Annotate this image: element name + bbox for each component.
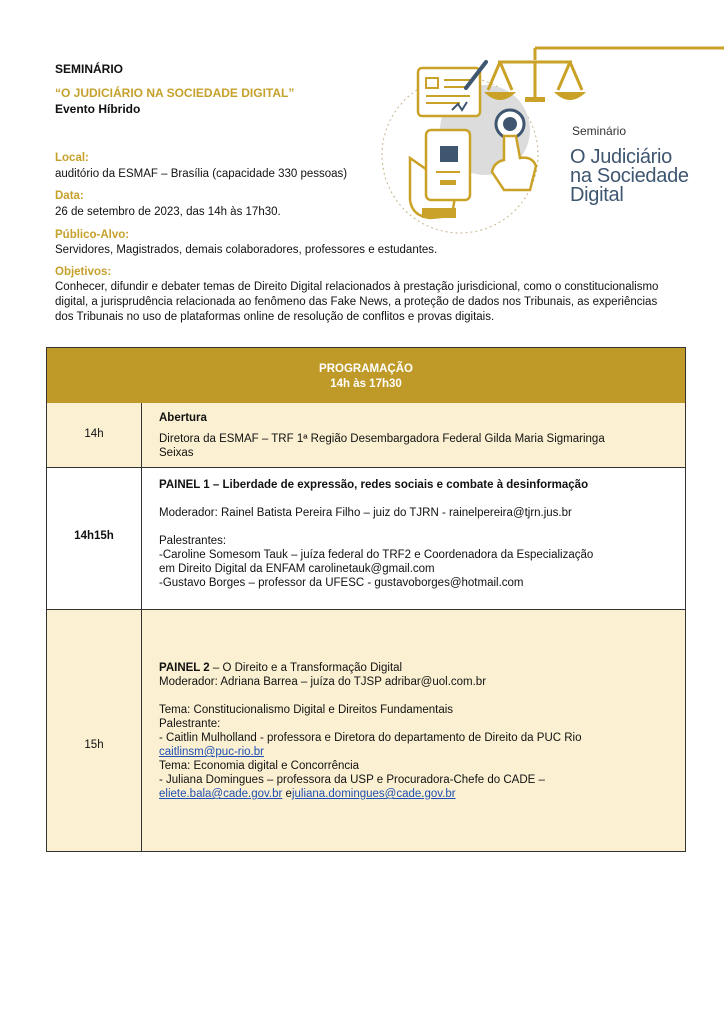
moderator: Moderador: Rainel Batista Pereira Filho – juiz do TJRN - rainelpereira@tjrn.jus.br [159,507,572,519]
email-link[interactable]: eliete.bala@cade.gov.br [159,788,283,800]
program-hours: 14h às 17h30 [330,378,402,390]
email-link[interactable]: caitlinsm@puc-rio.br [159,746,264,758]
time-cell [47,610,142,851]
table-row-panel-1 [46,468,686,610]
panel-label: PAINEL 2 [159,662,210,674]
speakers-label: Palestrantes: [159,535,227,547]
table-row-opening [46,403,686,468]
speakers-label: Palestrante: [159,718,221,730]
row-content [159,661,675,801]
audience-value: Servidores, Magistrados, demais colaboradores, professores e estudantes. [55,244,438,256]
objectives-label: Objetivos: [55,266,112,278]
event-format: Evento Híbrido [55,102,141,116]
row-heading: PAINEL 1 – Liberdade de expressão, redes sociais e combate à desinformação [159,479,589,491]
local-label: Local: [55,152,89,164]
email-separator: e [282,788,292,800]
document-icon [418,62,486,116]
row-time: 14h [84,428,104,440]
theme: Tema: Economia digital e Concorrência [159,760,360,772]
table-row-panel-2 [46,610,686,852]
theme: Tema: Constitucionalismo Digital e Direitos Fundamentais [159,704,454,716]
row-line: Seixas [159,447,194,459]
logo-small-label: Seminário [572,124,627,138]
row-content [159,478,675,590]
email-link[interactable]: juliana.domingues@cade.gov.br [291,788,456,800]
logo-line-3: Digital [570,184,624,206]
logo-line-2: na Sociedade [570,165,689,187]
scales-icon [488,48,724,98]
logo-line-1: O Judiciário [570,146,672,168]
row-time: 14h15h [74,530,114,542]
audience-label: Público-Alvo: [55,229,130,241]
event-type: SEMINÁRIO [55,62,124,76]
objectives-value: Conhecer, difundir e debater temas de Direito Digital relacionados à prestação jurisdicional, como o constitucionalismo digital, a jurisprudência relacionada ao fenômeno das Fake News, a proteção de dados nos Tribunais, as experiências dos Tribunais no uso de plataformas online de resolução de conflitos e provas digitais. [55,281,659,323]
date-label: Data: [55,190,84,202]
date-value: 26 de setembro de 2023, das 14h às 17h30. [55,206,281,218]
panel-title: – O Direito e a Transformação Digital [209,662,403,674]
row-line: Diretora da ESMAF – TRF 1ª Região Desembargadora Federal Gilda Maria Sigmaringa [159,433,605,445]
speaker: em Direito Digital da ENFAM carolinetauk@gmail.com [159,563,435,575]
row-heading: Abertura [159,412,207,424]
speaker: - Juliana Domingues – professora da USP e Procuradora-Chefe do CADE – [159,774,545,786]
local-value: auditório da ESMAF – Brasília (capacidade 330 pessoas) [55,168,348,180]
row-time: 15h [84,739,104,751]
speaker: -Caroline Somesom Tauk – juíza federal do TRF2 e Coordenadora da Especialização [159,549,594,561]
event-title: “O JUDICIÁRIO NA SOCIEDADE DIGITAL” [55,86,295,100]
speaker: - Caitlin Mulholland - professora e Diretora do departamento de Direito da PUC Rio [159,732,582,744]
program-title: PROGRAMAÇÃO [319,363,413,375]
row-heading [159,661,675,675]
speaker: -Gustavo Borges – professor da UFESC - gustavoborges@hotmail.com [159,577,524,589]
program-header [46,347,686,404]
row-content [159,411,675,460]
moderator: Moderador: Adriana Barrea – juíza do TJSP adribar@uol.com.br [159,676,487,688]
